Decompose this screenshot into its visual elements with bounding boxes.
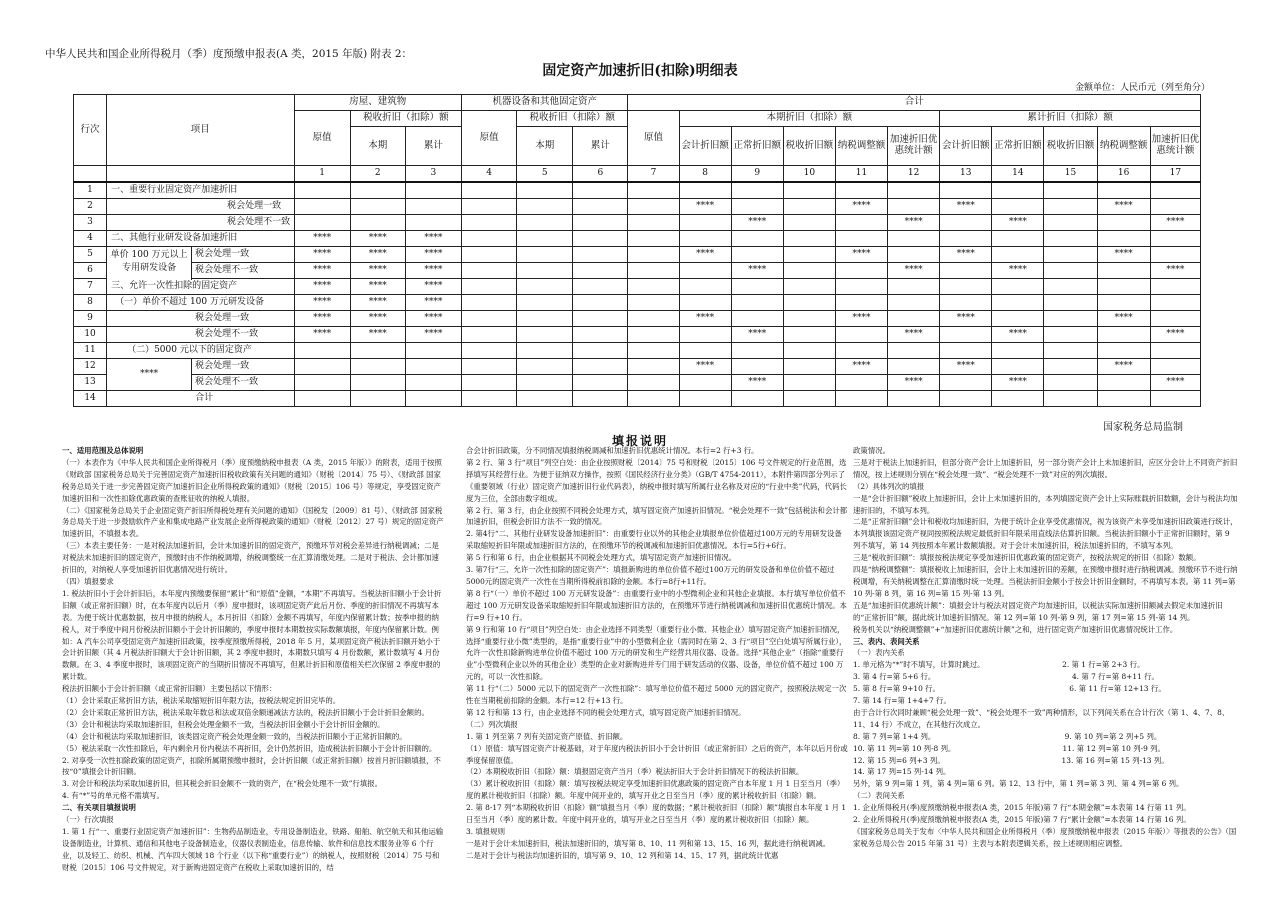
- instruction-paragraph: 合会计折旧政策，分不同情况填报纳税调减和加速折旧优惠统计情况。本行=2 行+3 行。: [466, 446, 759, 455]
- masked-cell: ****: [405, 231, 461, 247]
- row-label: 税会处理一致: [195, 361, 250, 372]
- masked-cell: ****: [679, 359, 731, 375]
- row-number: 11: [74, 343, 107, 359]
- row-number: 12: [74, 359, 107, 375]
- instruction-paragraph: （4）会计和税法均采取加速折旧，该类固定资产税会处理金额一致的，当税法折旧额小于正常折旧额的。: [62, 731, 407, 741]
- row-label: 二、其他行业研发设备加速折旧: [107, 231, 294, 247]
- header-tax-adjust: 纳税调整额: [835, 127, 887, 166]
- masked-cell: ****: [888, 327, 940, 343]
- masked-cell: ****: [992, 263, 1044, 279]
- row-number: 14: [74, 391, 107, 407]
- masked-cell: ****: [350, 311, 405, 327]
- column-number: 8: [679, 166, 731, 183]
- row-label: 税会处理不一致: [107, 327, 294, 343]
- column-number: 5: [517, 166, 573, 183]
- instruction-paragraph: 2. 对享受一次性扣除政策的固定资产，扣除所属期预缴申报时，会计折旧额（或正常折旧额）按首月折旧额填报，不按“0”填报会计折旧额。: [62, 755, 441, 777]
- instruction-paragraph: 第 11 行“（二）5000 元以下的固定资产一次性扣除”：填写单位价值不超过 5000 元的固定资产，按照税法规定一次性在当期税前扣除的金额。本行=12 行+13 行。: [466, 684, 847, 706]
- masked-cell: ****: [405, 279, 461, 295]
- column-number: 7: [628, 166, 679, 183]
- instruction-paragraph: （三）本表主要任务：一是对税法加速折旧，会计未加速折旧的固定资产，预缴环节对税会差异进行纳税调减；二是对税法未加速折旧的固定资产，预缴时由不作纳税调增，纳税调整统一在汇算清缴处理。二是对于税法、会计都加速折旧的，对纳税人享受加速折旧优惠情况进行统计。: [62, 541, 439, 575]
- instruction-paragraph: 第 9 行和第 10 行“项目”列空白处：由企业选择不同类型（重要行业小微、其他企业）填写固定资产加速折旧情况，选择“重要行业小微”类型的，是指“重要行业”中的小型微利企业（需同时在第 2、3 行“项目”空白处填写所属行业），允许一次性扣除新购进单位价值不超过 100 万元的研发和生产经营共用仪器、设备。选择“其他企业”（指除“重要行业”小型微利企业以外的其他企业）类型的企业对新购进并专门用于研发活动的仪器、设备，单位价值不超过 100 万元的，可以一次性扣除。: [466, 624, 847, 682]
- row-label: 税会处理一致: [195, 249, 250, 260]
- header-cumulative: 累计: [573, 127, 628, 166]
- instruction-paragraph: 14. 第 17 列=15 列-14 列。: [853, 767, 951, 777]
- instruction-paragraph: 四是“纳税调整额”：填报税收上加速折旧，会计上未加速折旧的差额，在预缴申报时进行纳税调减。预缴环节不进行纳税调增，有关纳税调整在汇算清缴时统一处理。当税法折旧金额小于按会计折旧金额时，不再填写本表。第 11 列=第 10 列-第 8 列，第 16 列=第 15 列-第 13 列。: [853, 565, 1238, 598]
- instruction-paragraph: 3. 第7行“三、允许一次性扣除的固定资产”：填报新购进的单位价值不超过100万元的研发设备和单位价值不超过5000元的固定资产一次性在当期所得税前扣除的金额。本行=8行+11行。: [466, 565, 835, 586]
- header-original-value: 原值: [628, 111, 679, 166]
- instruction-paragraph: （四）填报要求: [62, 576, 114, 586]
- instruction-paragraph: （2）具体列次的填报: [853, 481, 925, 491]
- instruction-paragraph: 三是“税收折旧额”：填报按税法规定享受加速折旧优惠政策的固定资产，按税法规定的折旧（扣除）数额。: [853, 553, 1201, 563]
- header-accounting-depr: 会计折旧额: [940, 127, 992, 166]
- row-label: （二）5000 元以下的固定资产: [107, 343, 294, 359]
- instruction-heading: 一、适用范围及总体说明: [62, 446, 144, 455]
- instruction-paragraph: （3）累计税收折旧（扣除）额：填写按税法规定享受加速折旧优惠政策的固定资产自本年度 1 月 1 日至当月（季）度的累计税收折旧（扣除）额。年度中间开业的，填写开业之日至当月（季）度的累计税收折旧（扣除）额。: [466, 779, 845, 801]
- instruction-paragraph: 第 2 行、第 3 行，由企业按照不同税会处理方式，填写固定资产加速折旧情况。“税会处理不一致”包括税法和会计都加速折旧，但税会折旧方法不一致的情况。: [466, 505, 848, 527]
- instruction-paragraph: 二是“正常折旧额”会计和税收均加速折旧，为便于统计企业享受优惠情况，视为该资产未享受加速折旧政策进行统计，本列填报该固定资产视同按照税法规定最低折旧年限采用直线法估算折旧额。当税法折旧额小于正常折旧额时，第 9 列不填写，第 14 列按照本年累计数额填报。对于会计未加速折旧，税法加速折旧的，不填写本列。: [853, 517, 1238, 551]
- masked-cell: ****: [679, 199, 731, 215]
- instruction-paragraph: （2）本期税收折旧（扣除）额：填报固定资产当月（季）税法折旧大于会计折旧情况下的税法折旧额。: [466, 767, 804, 777]
- masked-cell: ****: [294, 295, 350, 311]
- instruction-paragraph: 三是对于税法上加速折旧，但部分资产会计上加速折旧，另一部分资产会计上未加速折旧，应区分会计上不同资产折旧情况，按上述规则分别在“税会处理一致”、“税会处理不一致”对应的列次填报。: [853, 457, 1238, 479]
- masked-cell: ****: [405, 247, 461, 263]
- row-label: 税会处理一致: [107, 199, 294, 215]
- instruction-paragraph: 1. 单元格为“*”时不填写，计算时跳过。 2. 第 1 行=第 2+3 行。: [853, 660, 1145, 670]
- instruction-paragraph: 第 2 行、第 3 行“项目”列空白处：由企业按照财税〔2014〕75 号和财税〔2015〕106 号文件规定的行业范围，选择填写其经营行业。为便于征纳双方操作，按照《国民经济行业分类》（GB/T 4754-2011），本附件第四部分列示了《重要领域（行业）固定资产加速折旧行业代码表》，纳税申报时填写所属行业名称及对应的“行业中类”代码，代码长度为三位，全部由数字组成。: [466, 457, 847, 503]
- masked-cell: ****: [888, 215, 940, 231]
- header-normal-depr: 正常折旧额: [731, 127, 783, 166]
- masked-cell: ****: [294, 231, 350, 247]
- masked-cell: ****: [1097, 359, 1150, 375]
- header-current: 本期: [517, 127, 573, 166]
- masked-cell: ****: [835, 247, 887, 263]
- header-tax-depreciation: 税收折旧（扣除）额: [517, 111, 628, 127]
- masked-cell: ****: [940, 359, 992, 375]
- instruction-paragraph: 1. 企业所得税月(季)度预缴纳税申报表(A 类，2015 年版)第 7 行“本期金额”=本表第 14 行第 11 列。: [853, 803, 1191, 813]
- row-label: 三、允许一次性扣除的固定资产: [107, 279, 294, 295]
- instructions-column-3: [853, 445, 1238, 850]
- header-tax-depr: 税收折旧额: [1044, 127, 1097, 166]
- masked-cell: ****: [405, 295, 461, 311]
- masked-cell: ****: [992, 375, 1044, 391]
- masked-cell: ****: [294, 247, 350, 263]
- masked-cell: ****: [1150, 327, 1200, 343]
- masked-cell: ****: [731, 375, 783, 391]
- row-number: 13: [74, 375, 107, 391]
- column-number: 10: [783, 166, 835, 183]
- instruction-paragraph: 《国家税务总局关于发布〈中华人民共和国企业所得税月（季）度预缴纳税申报表（2015 年版）〉等报表的公告》（国家税务总局公告 2015 年第 31 号）主表与本附表逻辑关系，按上述规则相应调整。: [853, 827, 1237, 848]
- masked-cell: ****: [731, 327, 783, 343]
- masked-cell: ****: [940, 311, 992, 327]
- column-number: 2: [350, 166, 405, 183]
- masked-cell: ****: [350, 247, 405, 263]
- instruction-heading: 二、有关项目填报说明: [62, 803, 136, 813]
- instruction-paragraph: （二）《国家税务总局关于企业固定资产折旧所得税处理有关问题的通知》（国税发〔2009〕81 号）、《财政部 国家税务总局关于进一步鼓励软件产业和集成电路产业发展企业所得税政策的通知》（财税〔2012〕27 号）规定的固定资产加速折旧，不填报本表。: [62, 505, 444, 539]
- masked-cell: ****: [405, 327, 461, 343]
- header-accounting-depr: 会计折旧额: [679, 127, 731, 166]
- instruction-paragraph: 政策情况。: [853, 446, 890, 455]
- instruction-paragraph: 第 5 行和第 6 行，由企业根据其不同税会处理方式，填写固定资产加速折旧情况。: [466, 553, 737, 563]
- header-tax-depr: 税收折旧额: [783, 127, 835, 166]
- row-number: 3: [74, 215, 107, 231]
- row-number: 9: [74, 311, 107, 327]
- masked-cell: ****: [940, 247, 992, 263]
- masked-cell: ****: [835, 311, 887, 327]
- column-number: 4: [462, 166, 517, 183]
- masked-cell: ****: [679, 311, 731, 327]
- header-accel-stat: 加速折旧优惠统计额: [888, 127, 940, 166]
- header-current-depreciation: 本期折旧（扣除）额: [679, 111, 940, 127]
- row-label: 税会处理不一致: [107, 375, 294, 391]
- instruction-paragraph: 5. 第 8 行=第 9+10 行。 6. 第 11 行=第 12+13 行。: [853, 684, 1166, 694]
- instruction-paragraph: 2. 企业所得税月(季)度预缴纳税申报表(A 类，2015 年版)第 7 行“累计金额”=本表第 14 行第 16 列。: [853, 815, 1191, 825]
- header-group-machinery: 机器设备和其他固定资产: [462, 95, 628, 111]
- instruction-paragraph: （1）原值：填写固定资产计税基础，对于年度内税法折旧小于会计折旧（或正常折旧）之后的资产，本年以后月份或季度保留原值。: [466, 743, 848, 765]
- row-label: 税会处理一致: [107, 311, 294, 327]
- masked-cell: ****: [835, 359, 887, 375]
- instruction-paragraph: 税法折旧额小于会计折旧额（或正常折旧额）主要包括以下情形：: [62, 684, 277, 694]
- instruction-paragraph: 二是对于会计与税法均加速折旧的，填写第 9、10、12 列和第 14、15、17 列，据此统计优惠: [466, 850, 779, 860]
- header-cumulative-depreciation: 累计折旧（扣除）额: [940, 111, 1201, 127]
- header-tax-depreciation: 税收折旧（扣除）额: [350, 111, 461, 127]
- row-label: 一、重要行业固定资产加速折旧: [107, 182, 294, 199]
- instruction-paragraph: 1. 税法折旧小于会计折旧后，本年度内预缴要保留“累计”和“原值”金额，“本期”不再填写。当税法折旧额小于会计折旧额（或正常折旧额）时，在本年度内以后月（季）度申报时，该项固定资产此后月份、季度的折旧情况不再填写本表。为便于统计优惠数据，按月申报的纳税人，本月折旧（扣除）金额不再填写，年度内保留累计数；按季申报的纳税人，对于季度中间月份税法折旧额小于会计折旧额的，季度申报时本期数按实际数额填报，年度内保留累计数。例如：A 汽车公司享受固定资产加速折旧政策，按季度预缴所得税，2018 年 5 月，某项固定资产税法折旧额开始小于会计折旧额（其 4 月税法折旧额大于会计折旧额，其 2 季度申报时，本期数只填写 4 月份数额，累计数填写 4 月份数额。在 3、4 季度申报时，该项固定资产的当期折旧情况不再填写，但累计折旧和原值相关栏次保留 2 季度申报的累计数。: [62, 588, 442, 682]
- header-group-buildings: 房屋、建筑物: [294, 95, 461, 111]
- instruction-paragraph: （3）会计和税法均采取加速折旧，但税会处理金额不一致，当税法折旧金额小于会计折旧金额的。: [62, 719, 385, 729]
- header-normal-depr: 正常折旧额: [992, 127, 1044, 166]
- masked-cell: ****: [294, 327, 350, 343]
- issuer-note: 国家税务总局监制: [1103, 422, 1183, 433]
- instructions-column-1: [62, 445, 446, 874]
- masked-cell: ****: [294, 263, 350, 279]
- instruction-paragraph: （1）会计采取正常折旧方法，税法采取缩短折旧年限方法，按税法规定折旧完毕的。: [62, 696, 341, 706]
- row-number: 1: [74, 182, 107, 199]
- instruction-paragraph: 税务机关以“纳税调整额”+“加速折旧优惠统计额”之和，进行固定资产加速折旧优惠情况统计工作。: [853, 624, 1178, 634]
- column-number: 16: [1097, 166, 1150, 183]
- row-label: 税会处理不一致: [107, 215, 294, 231]
- row-number: 6: [74, 263, 107, 279]
- masked-cell: ****: [294, 279, 350, 295]
- instructions-column-2: [466, 445, 848, 862]
- instruction-paragraph: 一是“会计折旧额”税收上加速折旧，会计上未加速折旧的，本列填固定资产会计上实际账载折旧数额，会计与税法均加速折旧的，不填写本列。: [853, 493, 1238, 515]
- instruction-paragraph: （一）表内关系: [853, 648, 905, 658]
- masked-cell: ****: [350, 263, 405, 279]
- column-number: 17: [1150, 166, 1200, 183]
- instruction-paragraph: 2. 第4行“二、其他行业研发设备加速折旧”：由重要行业以外的其他企业填报单位价值超过100万元的专用研发设备采取缩短折旧年限或加速折旧方法的，在预缴环节的税调减和加速折旧优惠情况。本行=5行+6行。: [466, 529, 842, 551]
- currency-unit-note: 金额单位：人民币元（列至角分）: [1075, 83, 1211, 93]
- header-current: 本期: [350, 127, 405, 166]
- masked-cell: ****: [1150, 263, 1200, 279]
- instruction-paragraph: （一）行次填报: [62, 815, 114, 825]
- masked-cell: ****: [350, 231, 405, 247]
- instruction-paragraph: 7. 第 14 行=第 1+4+7 行。: [853, 696, 951, 706]
- column-number: 12: [888, 166, 940, 183]
- instruction-paragraph: 4. 有“*”号的单元格不需填写。: [62, 791, 164, 801]
- masked-cell: ****: [731, 263, 783, 279]
- header-item: 项目: [107, 95, 294, 166]
- masked-cell: ****: [992, 215, 1044, 231]
- instruction-paragraph: （二）表间关系: [853, 791, 905, 801]
- column-number: 11: [835, 166, 887, 183]
- instruction-paragraph: （5）税法采取一次性扣除后，年内剩余月份内税法不再折旧，会计仍然折旧，造成税法折旧额小于会计折旧额的。: [62, 743, 437, 753]
- instruction-paragraph: 10. 第 11 列=第 10 列-8 列。 11. 第 12 列=第 10 列-9 列。: [853, 743, 1165, 753]
- instruction-paragraph: 一是对于会计未加速折旧，税法加速折旧的，填写第 8、10、11 列和第 13、15、16 列，据此进行纳税调减。: [466, 838, 831, 848]
- masked-cell: ****: [992, 327, 1044, 343]
- row-number: 10: [74, 327, 107, 343]
- instruction-paragraph: 8. 第 7 列=第 1+4 列。 9. 第 10 列=第 2 列+5 列。: [853, 731, 1162, 741]
- column-number: 9: [731, 166, 783, 183]
- masked-cell: ****: [405, 311, 461, 327]
- row-number: 8: [74, 295, 107, 311]
- instruction-paragraph: 另外，第 9 列=第 1 列，第 4 列=第 6 列。第 12、13 行中，第 1 列=第 3 列、第 4 列=第 6 列。: [853, 779, 1184, 789]
- instruction-paragraph: 3. 对会计和税法均采取加速折旧，但其税会折旧金额不一致的资产，在“税会处理不一致”行填报。: [62, 779, 382, 789]
- masked-cell: ****: [350, 295, 405, 311]
- row-number: 4: [74, 231, 107, 247]
- column-number: 6: [573, 166, 628, 183]
- masked-cell: ****: [835, 199, 887, 215]
- masked-cell: ****: [1097, 311, 1150, 327]
- depreciation-detail-table: [73, 94, 1201, 407]
- row-number: 5: [74, 247, 107, 263]
- instruction-paragraph: 12. 第 15 列=6 列+3 列。 13. 第 16 列=第 15 列-13 列。: [853, 755, 1169, 765]
- instruction-paragraph: 1. 第 1 列至第 7 列有关固定资产原值、折旧额。: [466, 731, 628, 741]
- masked-cell: ****: [1097, 199, 1150, 215]
- masked-cell: ****: [1097, 247, 1150, 263]
- column-number: 14: [992, 166, 1044, 183]
- row-label: 合计: [107, 391, 294, 407]
- column-number: 3: [405, 166, 461, 183]
- header-tax-adjust: 纳税调整额: [1097, 127, 1150, 166]
- row-label: （一）单价不超过 100 万元研发设备: [107, 295, 294, 311]
- instruction-heading: 三、表内、表间关系: [853, 636, 920, 646]
- header-group-total: 合计: [628, 95, 1201, 111]
- form-attachment-label: 中华人民共和国企业所得税月（季）度预缴申报表(A 类，2015 年版) 附表 2：: [45, 48, 413, 60]
- instruction-paragraph: 1. 第 1 行“一、重要行业固定资产加速折旧”：生物药品制造业，专用设备制造业，铁路、船舶、航空航天和其他运输设备制造业，计算机、通信和其他电子设备制造业，仪器仪表制造业，信息传输、软件和信息技术服务业等 6 个行业，以及轻工、纺织、机械、汽车四大领域 18 个行业（以下称“重要行业”）的纳税人，按照财税〔2014〕75 号和财税〔2015〕106 号文件规定，对于新购进固定资产在税收上采取加速折旧的，结: [62, 827, 444, 872]
- masked-cell: ****: [1150, 215, 1200, 231]
- page-title: 固定资产加速折旧(扣除)明细表: [542, 63, 738, 79]
- row-number: 7: [74, 279, 107, 295]
- row-number: 2: [74, 199, 107, 215]
- instruction-paragraph: （2）会计采取正常折旧方法，税法采取年数总和法或双倍余额递减法方法的，税法折旧额小于会计折旧金额的。: [62, 707, 429, 717]
- instruction-paragraph: （二）列次填报: [466, 719, 518, 729]
- instruction-paragraph: 五是“加速折旧优惠统计额”：填报会计与税法对固定资产均加速折旧，以税法实际加速折旧额减去假定未加速折旧的“正常折旧”额，据此统计加速折旧情况。第 12 列=第 10 列-第 9 列，第 17 列=第 15 列-第 14 列。: [853, 600, 1223, 622]
- masked-cell: ****: [405, 263, 461, 279]
- instructions-title: 填报说明: [611, 434, 668, 448]
- header-row-index: 行次: [74, 95, 107, 166]
- header-original-value: 原值: [294, 111, 350, 166]
- column-number: 15: [1044, 166, 1097, 183]
- instruction-paragraph: （一）本表作为《中华人民共和国企业所得税月（季）度预缴纳税申报表（A 类，2015 年版）》的附表，适用于按照《财政部 国家税务总局关于完善固定资产加速折旧税收政策有关问题的通知》（财税〔2014〕75 号）、《财政部 国家税务总局关于进一步完善固定资产加速折旧企业所得税政策的通知》（财税〔2015〕106 号）等规定，享受固定资产加速折旧和一次性扣除优惠政策的查账征收的纳税人填报。: [62, 457, 442, 503]
- instruction-paragraph: 3. 填报规则: [466, 827, 505, 836]
- header-cumulative: 累计: [405, 127, 461, 166]
- header-original-value: 原值: [462, 111, 517, 166]
- instruction-paragraph: 第 8 行“（一）单价不超过 100 万元研发设备”：由重要行业中的小型微利企业和其他企业填报。本行填写单位价值不超过 100 万元研发设备采取缩短折旧年限或加速折旧方法的，在预缴环节进行纳税调减和加速折旧优惠统计情况。本行=9 行+10 行。: [466, 588, 847, 622]
- masked-cell: ****: [350, 327, 405, 343]
- instruction-paragraph: 3. 第 4 行=第 5+6 行。 4. 第 7 行=第 8+11 行。: [853, 672, 1159, 682]
- masked-cell: ****: [350, 279, 405, 295]
- column-number: 13: [940, 166, 992, 183]
- column-number: 1: [294, 166, 350, 183]
- masked-cell: ****: [679, 247, 731, 263]
- instruction-paragraph: 由于合计行次同时兼顾“税会处理一致”、“税会处理不一致”两种情形，以下列间关系在合计行次（第 1、4、7、8、11、14 行）不成立，在其他行次成立。: [853, 707, 1230, 729]
- masked-cell: ****: [1150, 375, 1200, 391]
- masked-cell: ****: [888, 263, 940, 279]
- instruction-paragraph: 第 12 行和第 13 行，由企业选择不同的税会处理方式，填写固定资产加速折旧情况。: [466, 707, 746, 717]
- masked-cell: ****: [294, 311, 350, 327]
- group-label-rd-equipment: 单价 100 万元以上专用研发设备: [107, 247, 192, 280]
- header-accel-stat: 加速折旧优惠统计额: [1150, 127, 1200, 166]
- instruction-paragraph: 2. 第 8-17 列“本期税收折旧（扣除）额”填报当月（季）度的数据；“累计税收折旧（扣除）额”填报自本年度 1 月 1 日至当月（季）度的累计数。年度中间开业的，填写开业之日至当月（季）度的累计税收折旧（扣除）额。: [466, 803, 847, 825]
- row-label: 税会处理不一致: [107, 263, 294, 279]
- masked-cell: ****: [940, 199, 992, 215]
- group-label-5000: ****: [107, 359, 192, 390]
- masked-cell: ****: [731, 215, 783, 231]
- masked-cell: ****: [888, 375, 940, 391]
